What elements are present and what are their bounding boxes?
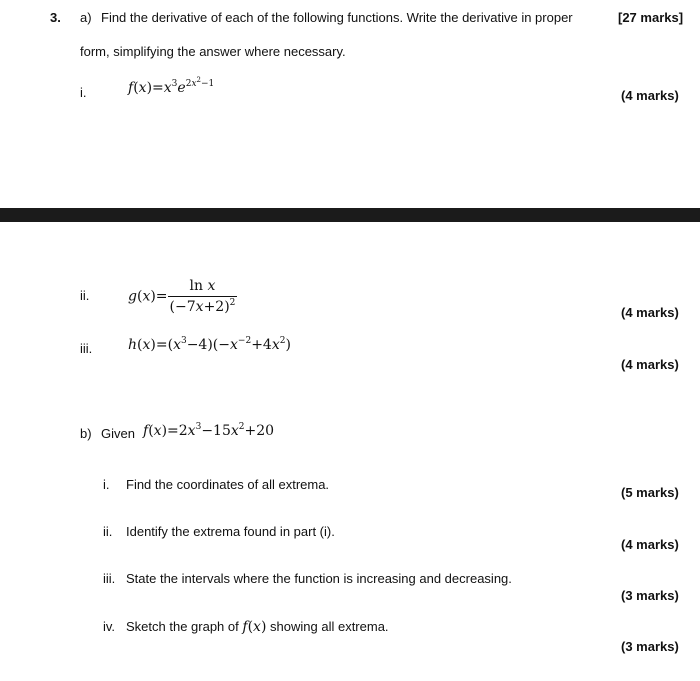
function-g-a-ii: g(x)= $\frac{\text{ln x}}{(-7x+2)^2}$ <box>128 278 236 315</box>
item-b-ii-numeral: ii. <box>103 524 113 539</box>
item-b-i-numeral: i. <box>103 477 110 492</box>
item-a-iii-numeral: iii. <box>80 341 93 356</box>
item-b-iv-numeral: iv. <box>103 619 116 634</box>
function-f-reference: f(x) <box>242 619 267 635</box>
item-b-iii-numeral: iii. <box>103 571 116 586</box>
instruction-line-2: form, simplifying the answer where necessary. <box>80 44 346 59</box>
function-f-a-i: $f(x)=x^3e^{2x^2-1}$ <box>128 76 215 96</box>
item-a-i-numeral: i. <box>80 85 87 100</box>
item-a-iii-marks: (4 marks) <box>621 357 679 372</box>
item-b-iii-marks: (3 marks) <box>621 588 679 603</box>
item-a-ii-marks: (4 marks) <box>621 305 679 320</box>
item-b-iv-text <box>126 619 389 635</box>
item-b-iv-marks: (3 marks) <box>621 639 679 654</box>
part-b-label: b) <box>80 426 92 441</box>
function-f-part-b: $f(x)=2x^3-15x^2+20$ <box>143 422 275 439</box>
item-a-ii-numeral: ii. <box>80 288 90 303</box>
part-a-label: a) <box>80 10 92 25</box>
instruction-line-1: Find the derivative of each of the following functions. Write the derivative in proper <box>101 10 573 25</box>
item-b-iv-text-before: Sketch the graph of <box>126 619 239 634</box>
page-separator <box>0 208 700 222</box>
function-h-a-iii: $h(x)=(x^3-4)(-x^{-2}+4x^2)$ <box>128 336 291 353</box>
item-b-i-marks: (5 marks) <box>621 485 679 500</box>
item-b-ii-text: Identify the extrema found in part (i). <box>126 524 335 539</box>
part-b-given: Given <box>101 426 135 441</box>
question-number: 3. <box>50 10 61 25</box>
item-b-ii-marks: (4 marks) <box>621 537 679 552</box>
total-marks: [27 marks] <box>618 10 684 25</box>
item-b-i-text: Find the coordinates of all extrema. <box>126 477 330 492</box>
item-b-iv-text-after: showing all extrema. <box>270 619 389 634</box>
item-a-i-marks: (4 marks) <box>621 88 679 103</box>
item-b-iii-text: State the intervals where the function is increasing and decreasing. <box>126 571 512 586</box>
